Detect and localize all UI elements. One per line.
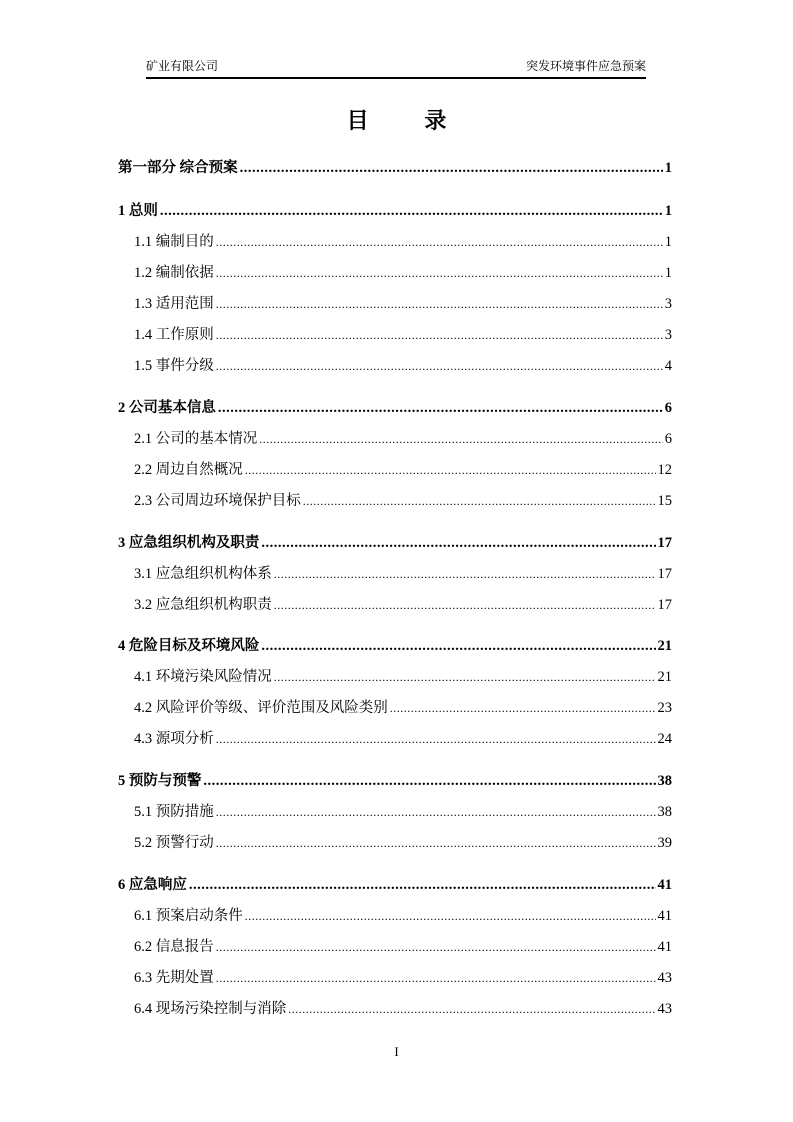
- toc-dot-leader: [216, 234, 663, 251]
- toc-chapter-entry[interactable]: [118, 634, 672, 655]
- toc-entry-page-number: 3: [664, 296, 672, 312]
- page-header: [146, 55, 646, 79]
- toc-section-entry[interactable]: [118, 593, 672, 614]
- toc-chapter-entry[interactable]: [118, 769, 672, 790]
- toc-dot-leader: [261, 535, 655, 552]
- toc-entry-page-number: 15: [657, 493, 672, 509]
- toc-dot-leader: [216, 327, 663, 344]
- toc-entry-page-number: 24: [657, 731, 672, 747]
- toc-entry-page-number: 6: [664, 431, 672, 447]
- toc-dot-leader: [259, 431, 663, 448]
- toc-entry-page-number: 1: [664, 203, 672, 219]
- toc-entry-label: 第一部分 综合预案: [118, 160, 238, 176]
- toc-chapter-entry[interactable]: [118, 156, 672, 177]
- toc-dot-leader: [216, 265, 663, 282]
- toc-entry-label: 1.5 事件分级: [134, 358, 214, 374]
- toc-dot-leader: [245, 908, 656, 925]
- page-title: 目 录: [346, 109, 471, 134]
- toc-section-entry[interactable]: [118, 665, 672, 686]
- toc-dot-leader: [390, 700, 656, 717]
- toc-entry-label: 3 应急组织机构及职责: [118, 535, 260, 551]
- toc-entry-label: 2.2 周边自然概况: [134, 462, 243, 478]
- toc-section-entry[interactable]: [118, 354, 672, 375]
- toc-entry-page-number: 3: [664, 327, 672, 343]
- toc-dot-leader: [288, 1001, 655, 1018]
- toc-dot-leader: [189, 877, 656, 894]
- toc-dot-leader: [160, 203, 663, 220]
- header-company-name: 矿业有限公司: [146, 59, 219, 73]
- toc-entry-label: 3.2 应急组织机构职责: [134, 597, 272, 613]
- page-number: I: [394, 1044, 399, 1059]
- toc-entry-label: 5 预防与预警: [118, 773, 202, 789]
- toc-entry-label: 5.2 预警行动: [134, 835, 214, 851]
- toc-section-entry[interactable]: [118, 427, 672, 448]
- toc-section-entry[interactable]: [118, 458, 672, 479]
- toc-entry-page-number: 41: [657, 908, 672, 924]
- toc-dot-leader: [274, 597, 656, 614]
- toc-section-entry[interactable]: [118, 800, 672, 821]
- toc-entry-page-number: 43: [657, 970, 672, 986]
- toc-entry-page-number: 38: [657, 804, 672, 820]
- toc-dot-leader: [216, 296, 663, 313]
- toc-entry-page-number: 23: [657, 700, 672, 716]
- toc-dot-leader: [303, 493, 656, 510]
- toc-section-entry[interactable]: [118, 935, 672, 956]
- toc-section-entry[interactable]: [118, 261, 672, 282]
- toc-chapter-entry[interactable]: [118, 873, 672, 894]
- toc-entry-page-number: 43: [657, 1001, 672, 1017]
- toc-dot-leader: [216, 835, 656, 852]
- toc-entry-page-number: 17: [657, 566, 672, 582]
- toc-dot-leader: [203, 773, 655, 790]
- toc-entry-page-number: 1: [664, 234, 672, 250]
- toc-entry-label: 2.1 公司的基本情况: [134, 431, 258, 447]
- toc-dot-leader: [245, 462, 656, 479]
- toc-entry-page-number: 12: [657, 462, 672, 478]
- toc-entry-page-number: 39: [657, 835, 672, 851]
- toc-dot-leader: [216, 358, 663, 375]
- toc-section-entry[interactable]: [118, 230, 672, 251]
- toc-entry-page-number: 41: [657, 877, 672, 893]
- toc-entry-page-number: 6: [664, 400, 672, 416]
- toc-entry-page-number: 41: [657, 939, 672, 955]
- toc-entry-page-number: 4: [664, 358, 672, 374]
- toc-entry-page-number: 1: [664, 160, 672, 176]
- toc-entry-label: 4.1 环境污染风险情况: [134, 669, 272, 685]
- toc-section-entry[interactable]: [118, 696, 672, 717]
- toc-entry-label: 1.2 编制依据: [134, 265, 214, 281]
- header-document-title: 突发环境事件应急预案: [525, 59, 646, 73]
- toc-entry-label: 1.3 适用范围: [134, 296, 214, 312]
- toc-section-entry[interactable]: [118, 489, 672, 510]
- toc-entry-label: 2 公司基本信息: [118, 400, 216, 416]
- toc-entry-label: 4 危险目标及环境风险: [118, 638, 260, 654]
- toc-dot-leader: [218, 400, 663, 417]
- toc-entry-label: 3.1 应急组织机构体系: [134, 566, 272, 582]
- toc-section-entry[interactable]: [118, 997, 672, 1018]
- toc-entry-label: 1.1 编制目的: [134, 234, 214, 250]
- toc-chapter-entry[interactable]: [118, 199, 672, 220]
- toc-dot-leader: [216, 804, 656, 821]
- toc-dot-leader: [216, 970, 656, 987]
- toc-entry-page-number: 21: [657, 638, 672, 654]
- toc-dot-leader: [274, 669, 656, 686]
- toc-dot-leader: [261, 638, 655, 655]
- toc-entry-page-number: 17: [657, 597, 672, 613]
- toc-section-entry[interactable]: [118, 966, 672, 987]
- toc-dot-leader: [274, 566, 656, 583]
- toc-entry-label: 4.2 风险评价等级、评价范围及风险类别: [134, 700, 388, 716]
- toc-entry-label: 6.3 先期处置: [134, 970, 214, 986]
- toc-section-entry[interactable]: [118, 831, 672, 852]
- toc-entry-page-number: 17: [657, 535, 672, 551]
- toc-entry-label: 1.4 工作原则: [134, 327, 214, 343]
- toc-entry-label: 6.4 现场污染控制与消除: [134, 1001, 287, 1017]
- toc-dot-leader: [240, 160, 663, 177]
- toc-entry-label: 5.1 预防措施: [134, 804, 214, 820]
- toc-entry-label: 2.3 公司周边环境保护目标: [134, 493, 301, 509]
- toc-section-entry[interactable]: [118, 727, 672, 748]
- toc-chapter-entry[interactable]: [118, 531, 672, 552]
- toc-entry-label: 6.2 信息报告: [134, 939, 214, 955]
- toc-chapter-entry[interactable]: [118, 396, 672, 417]
- toc-entry-label: 6.1 预案启动条件: [134, 908, 243, 924]
- toc-dot-leader: [216, 939, 656, 956]
- toc-section-entry[interactable]: [118, 292, 672, 313]
- toc-dot-leader: [216, 731, 656, 748]
- toc-entry-label: 1 总则: [118, 203, 158, 219]
- toc-section-entry[interactable]: [118, 904, 672, 925]
- toc-entry-page-number: 1: [664, 265, 672, 281]
- toc-entry-page-number: 38: [657, 773, 672, 789]
- toc-section-entry[interactable]: [118, 562, 672, 583]
- toc-section-entry[interactable]: [118, 323, 672, 344]
- toc-entry-page-number: 21: [657, 669, 672, 685]
- toc-entry-label: 6 应急响应: [118, 877, 187, 893]
- toc-entry-label: 4.3 源项分析: [134, 731, 214, 747]
